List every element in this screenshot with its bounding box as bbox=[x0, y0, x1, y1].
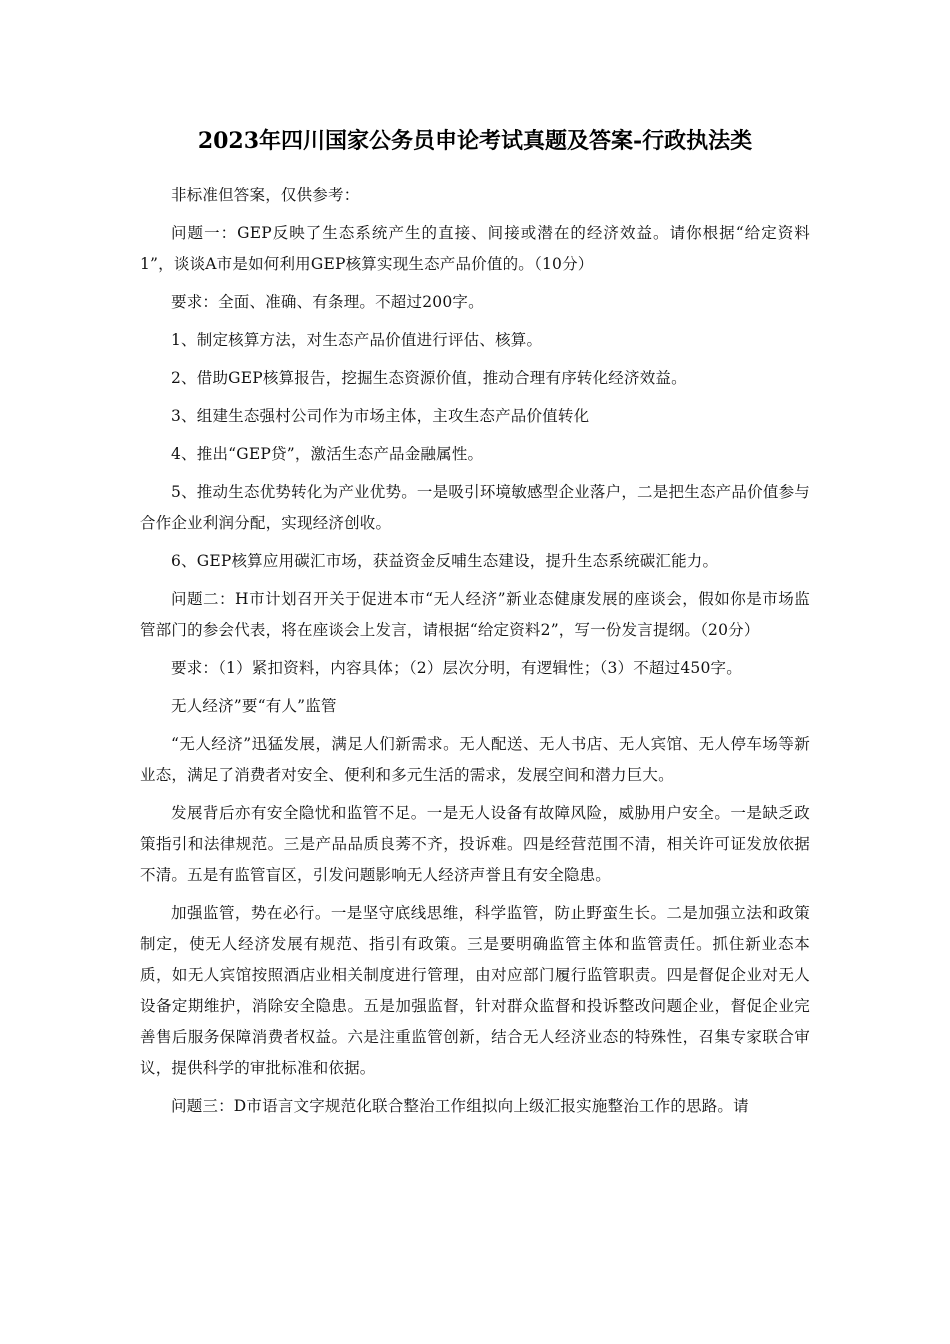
paragraph-answer-2-measures: 加强监管，势在必行。一是坚守底线思维，科学监管，防止野蛮生长。二是加强立法和政策制定，使无人经济发展有规范、指引有政策。三是要明确监管主体和监管责任。抓住新业态本质，如无人宾馆按照酒店业相关制度进行管理，由对应部门履行监管职责。四是督促企业对无人设备定期维护，消除安全隐患。五是加强监督，针对群众监督和投诉整改问题企业，督促企业完善售后服务保障消费者权益。六是注重监管创新，结合无人经济业态的特殊性，召集专家联合审议，提供科学的审批标准和依据。 bbox=[140, 904, 810, 1077]
paragraph-question-2: 问题二：H市计划召开关于促进本市“无人经济”新业态健康发展的座谈会，假如你是市场监管部门的参会代表，将在座谈会上发言，请根据“给定资料2”，写一份发言提纲。（20分） bbox=[140, 590, 810, 639]
paragraph-question-1-requirement: 要求：全面、准确、有条理。不超过200字。 bbox=[171, 293, 484, 311]
paragraph-answer-1-point-6: 6、GEP核算应用碳汇市场，获益资金反哺生态建设，提升生态系统碳汇能力。 bbox=[171, 552, 719, 570]
paragraph-answer-2-problems: 发展背后亦有安全隐忧和监管不足。一是无人设备有故障风险，威胁用户安全。一是缺乏政策指引和法律规范。三是产品品质良莠不齐，投诉难。四是经营范围不清，相关许可证发放依据不清。五是有监管盲区，引发问题影响无人经济声誉且有安全隐患。 bbox=[140, 804, 810, 884]
paragraph-answer-1-point-2: 2、借助GEP核算报告，挖掘生态资源价值，推动合理有序转化经济效益。 bbox=[171, 369, 687, 387]
paragraph-question-3: 问题三：D市语言文字规范化联合整治工作组拟向上级汇报实施整治工作的思路。请 bbox=[171, 1097, 749, 1115]
paragraph-answer-1-point-1: 1、制定核算方法，对生态产品价值进行评估、核算。 bbox=[171, 331, 543, 349]
paragraph-answer-1-point-5: 5、推动生态优势转化为产业优势。一是吸引环境敏感型企业落户，二是把生态产品价值参与合作企业利润分配，实现经济创收。 bbox=[140, 483, 810, 532]
paragraph-answer-1-point-3: 3、组建生态强村公司作为市场主体，主攻生态产品价值转化 bbox=[171, 407, 590, 425]
paragraph-question-1: 问题一：GEP反映了生态系统产生的直接、间接或潜在的经济效益。请你根据“给定资料1”，谈谈A市是如何利用GEP核算实现生态产品价值的。（10分） bbox=[140, 224, 810, 273]
document-title: 2023年四川国家公务员申论考试真题及答案-行政执法类 bbox=[197, 128, 753, 154]
paragraph-answer-2-heading: 无人经济”要“有人”监管 bbox=[171, 697, 337, 715]
paragraph-question-2-requirement: 要求：（1）紧扣资料，内容具体；（2）层次分明，有逻辑性；（3）不超过450字。 bbox=[171, 659, 742, 677]
document-body bbox=[140, 120, 810, 1129]
paragraph-intro-note: 非标准但答案，仅供参考： bbox=[171, 186, 360, 204]
paragraph-answer-1-point-4: 4、推出“GEP贷”，激活生态产品金融属性。 bbox=[171, 445, 484, 463]
paragraph-answer-2-intro: “无人经济”迅猛发展，满足人们新需求。无人配送、无人书店、无人宾馆、无人停车场等新业态，满足了消费者对安全、便利和多元生活的需求，发展空间和潜力巨大。 bbox=[140, 735, 810, 784]
